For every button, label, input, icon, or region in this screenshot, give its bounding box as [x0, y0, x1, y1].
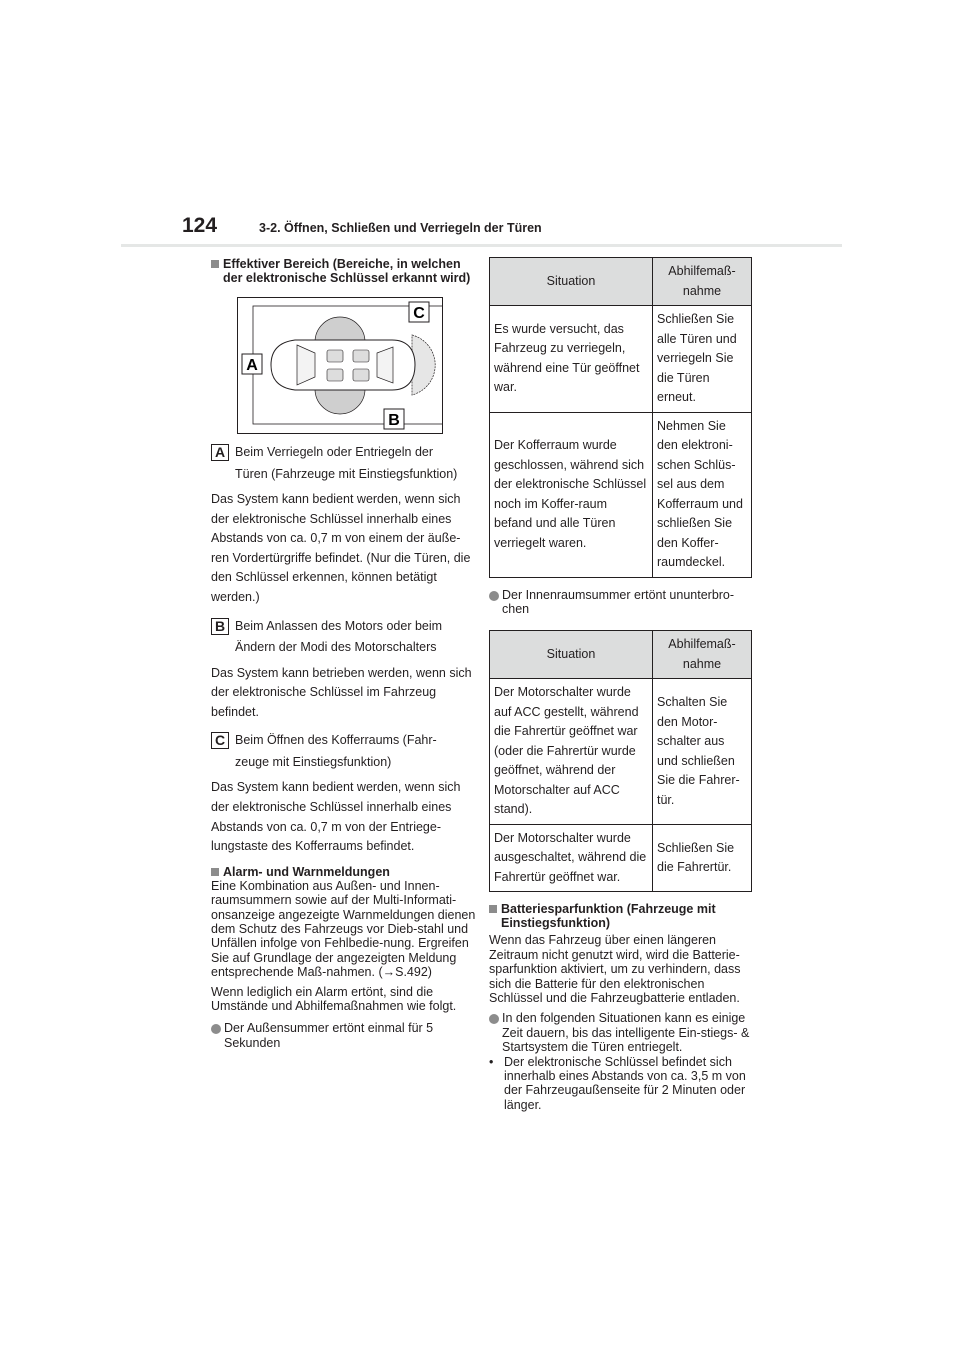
table-row	[490, 679, 752, 825]
remedy-cell: Schließen Sie alle Türen und verriegeln Sie die Türen erneut.	[653, 306, 752, 413]
item-a-title: A Beim Verriegeln oder Entriegeln der	[211, 442, 476, 464]
round-bullet-icon	[489, 1014, 499, 1024]
label-b-box	[384, 409, 404, 429]
range-diagram	[237, 297, 443, 434]
inner-buzzer-table	[489, 630, 752, 892]
remedy-cell: Schalten Sie den Motor-schalter aus und schließen Sie die Fahrer-tür.	[653, 679, 752, 825]
car-outline-icon	[271, 340, 415, 390]
table-row	[490, 412, 752, 577]
table-header-row	[490, 631, 752, 679]
remedy-cell: Schließen Sie die Fahrertür.	[653, 824, 752, 892]
situation-cell: Der Motorschalter wurde auf ACC gestellt, während die Fahrertür geöffnet war (oder die Fahrertür wurde geöffnet, während der Motorschalter auf ACC stand).	[490, 679, 653, 825]
table-header-row	[490, 258, 752, 306]
label-a-box	[242, 354, 262, 374]
battery-body: Wenn das Fahrzeug über einen längeren Zeitraum nicht genutzt wird, wird die Batterie-sparfunktion aktiviert, um zu verhindern, dass sich die Batterie für den elektronischen Schlüssel und die Fahrzeugbatterie entladen.	[489, 933, 741, 1005]
item-c-title-cont: zeuge mit Einstiegsfunktion)	[235, 754, 392, 769]
item-a-body: Das System kann bedient werden, wenn sich der elektronische Schlüssel innerhalb eines Abstands von ca. 0,7 m von einem der äuße-ren Vordertürgriffe befindet. (Nur die Türen, die den Schlüssel erkennen, können betätigt werden.)	[211, 492, 471, 604]
item-c-title: C Beim Öffnen des Kofferraums (Fahr-	[211, 730, 476, 752]
round-bullet-icon	[489, 591, 499, 601]
seat-rear-left-icon	[353, 350, 369, 362]
label-a-badge: A	[211, 444, 229, 461]
label-b-badge: B	[211, 618, 229, 635]
item-a-title-cont: Türen (Fahrzeuge mit Einstiegsfunktion)	[235, 466, 458, 481]
column-header-situation: Situation	[490, 631, 653, 679]
battery-point: In den folgenden Situationen kann es einige Zeit dauern, bis das intelligente Ein-stiegs- & Startsystem die Türen entriegelt.	[489, 1011, 752, 1054]
round-bullet-icon	[211, 1024, 221, 1034]
item-b-title: B Beim Anlassen des Motors oder beim	[211, 616, 476, 638]
column-header-remedy: Abhilfemaß-nahme	[653, 631, 752, 679]
range-heading: Effektiver Bereich (Bereiche, in welchen der elektronische Schlüssel erkannt wird)	[211, 257, 476, 285]
label-c-badge: C	[211, 732, 229, 749]
rear-window-icon	[377, 347, 393, 383]
remedy-cell: Nehmen Sie den elektroni-schen Schlüs-sel aus dem Kofferraum und schließen Sie den Koffer-raumdeckel.	[653, 412, 752, 577]
square-bullet-icon	[211, 868, 219, 876]
svg-text:A: A	[246, 357, 258, 374]
svg-text:B: B	[388, 412, 400, 429]
square-bullet-icon	[489, 905, 497, 913]
dash-bullet-icon: •	[489, 1054, 494, 1069]
item-b-body: Das System kann betrieben werden, wenn sich der elektronische Schlüssel im Fahrzeug befindet.	[211, 665, 472, 719]
square-bullet-icon	[211, 260, 219, 268]
column-header-situation: Situation	[490, 258, 653, 306]
header-divider	[121, 244, 842, 247]
situation-cell: Der Motorschalter wurde ausgeschaltet, während die Fahrertür geöffnet war.	[490, 824, 653, 892]
table-row	[490, 824, 752, 892]
battery-dash-item: • Der elektronische Schlüssel befindet sich innerhalb eines Abstands von ca. 3,5 m von der Fahrzeugaußenseite für 2 Minuten oder länger.	[489, 1054, 746, 1112]
column-header-remedy: Abhilfemaß-nahme	[653, 258, 752, 306]
seat-rear-right-icon	[353, 369, 369, 381]
inner-buzzer-point: Der Innenraumsummer ertönt ununterbro-chen	[489, 588, 752, 617]
situation-cell: Der Kofferraum wurde geschlossen, während sich der elektronische Schlüssel noch im Koffer-raum befand und alle Türen verriegelt waren.	[490, 412, 653, 577]
page-number: 124	[182, 214, 218, 237]
alarm-body: Eine Kombination aus Außen- und Innen-raumsummern sowie auf der Multi-Informati-onsanzeige angezeigte Warnmeldungen dienen dem Schutz des Fahrzeugs vor Dieb-stahl und Unfällen infolge von Fehlbedie-nung. Ergreifen Sie auf Grundlage der angezeigten Meldung entsprechende Maß-nahmen. (→S.492)	[211, 878, 476, 980]
svg-text:C: C	[413, 305, 425, 322]
seat-front-right-icon	[327, 369, 343, 381]
battery-heading: Batteriesparfunktion (Fahrzeuge mit Einstiegsfunktion)	[489, 902, 752, 930]
alarm-heading: Alarm- und Warnmeldungen	[211, 865, 476, 879]
outer-buzzer-table	[489, 257, 752, 578]
outer-buzzer-point: Der Außensummer ertönt einmal für 5 Sekunden	[211, 1021, 476, 1050]
left-column	[211, 257, 476, 1050]
label-c-box	[409, 302, 429, 322]
section-title: 3-2. Öffnen, Schließen und Verriegeln der Türen	[259, 221, 542, 235]
item-b-title-cont: Ändern der Modi des Motorschalters	[235, 640, 437, 655]
situation-cell: Es wurde versucht, das Fahrzeug zu verriegeln, während eine Tür geöffnet war.	[490, 306, 653, 413]
seat-front-left-icon	[327, 350, 343, 362]
right-column	[489, 257, 752, 1112]
table-row	[490, 306, 752, 413]
item-c-body: Das System kann bedient werden, wenn sich der elektronische Schlüssel innerhalb eines Abstands von ca. 0,7 m von der Entriege-lungstaste des Kofferraums befindet.	[211, 780, 461, 854]
alarm-body-2: Wenn lediglich ein Alarm ertönt, sind die Umstände und Abhilfemaßnahmen wie folgt.	[211, 984, 457, 1013]
